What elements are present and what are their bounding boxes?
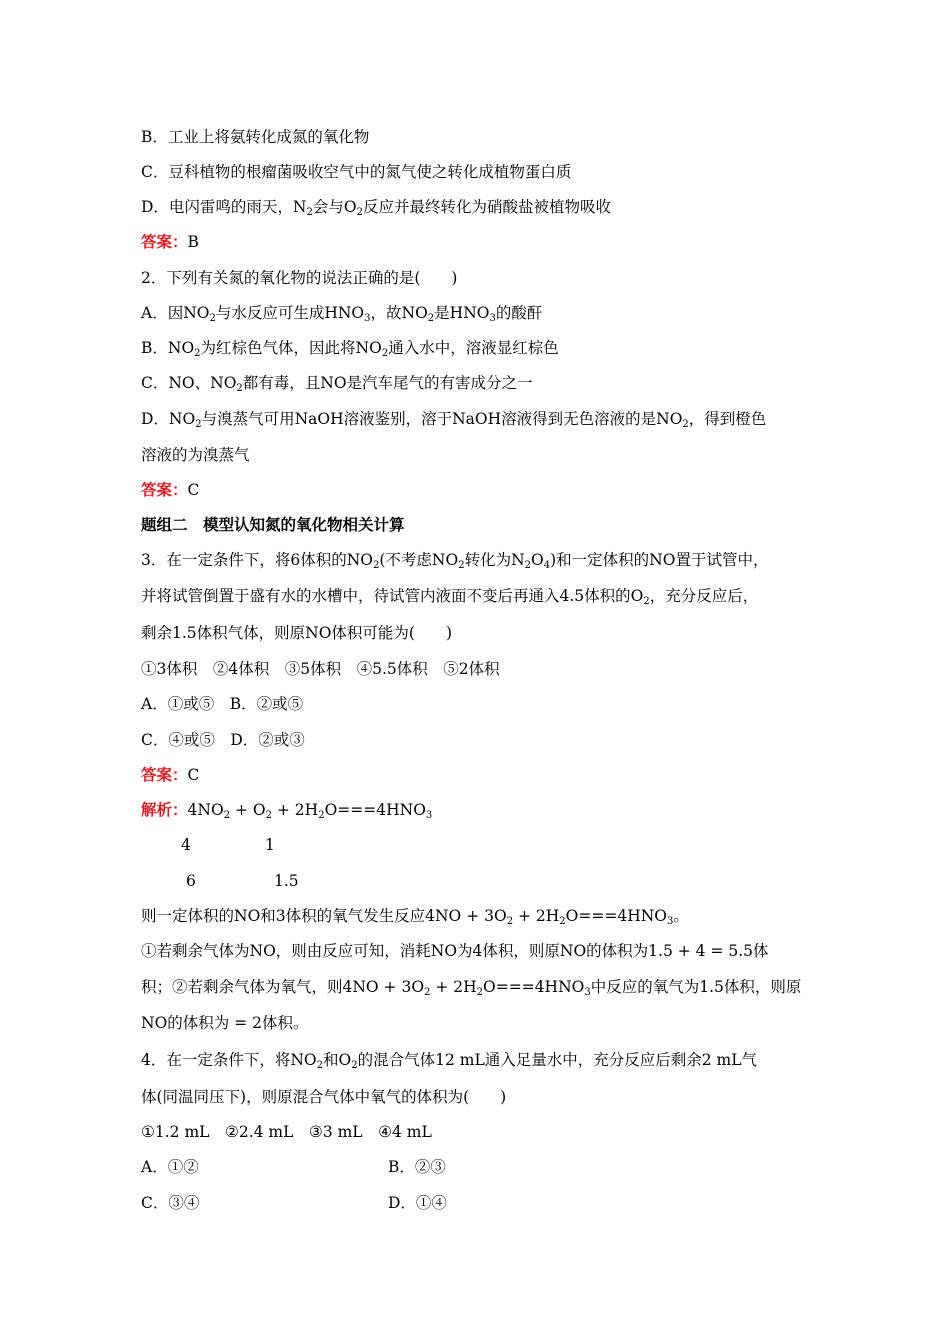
q2-option-b: B．$NO_2$为红棕色气体，因此将$NO_2$通入水中，溶液显红棕色	[141, 339, 559, 359]
q2-option-c: C．NO、$NO_2$都有毒，且NO是汽车尾气的有害成分之一	[141, 374, 533, 394]
q4-option-b: B．②③	[388, 1158, 446, 1176]
q3-stem-line2: 并将试管倒置于盛有水的水槽中，待试管内液面不变后再通入4.5体积的$O_2$，充分反应后，	[141, 587, 759, 607]
q3-explanation-line2: ①若剩余气体为NO，则由反应可知，消耗NO为4体积，则原NO的体积为1.5 + 4 = 5.5体	[141, 942, 769, 960]
answer-label: 答案：	[141, 232, 188, 251]
q4-option-d: D．①④	[388, 1194, 447, 1212]
ratio-value: 6	[186, 872, 196, 890]
q1-option-b: B．工业上将氨转化成氮的氧化物	[141, 128, 370, 146]
q3-explanation-line3: 积；②若剩余气体为氧气，则$4NO + 3O_2 + 2H_2O===4HNO_3$中反应的氧气为1.5体积，则原	[141, 978, 802, 998]
q4-choices: ①1.2 mL ②2.4 mL ③3 mL ④4 mL	[141, 1123, 432, 1141]
q3-options-cd: C．④或⑤ D．②或③	[141, 731, 305, 749]
q3-explanation-line4: NO的体积为 = 2体积。	[141, 1014, 309, 1032]
q2-stem: 2．下列有关氮的氧化物的说法正确的是( )	[141, 269, 458, 287]
q4-stem-line2: 体(同温同压下)，则原混合气体中氧气的体积为( )	[141, 1088, 507, 1106]
answer-label: 答案：	[141, 480, 188, 499]
q1-option-d: D．电闪雷鸣的雨天，$N_2$会与$O_2$反应并最终转化为硝酸盐被植物吸收	[141, 198, 611, 218]
ratio-value: 1	[265, 836, 275, 854]
q3-explanation-line1: 则一定体积的NO和3体积的氧气发生反应$4NO + 3O_2 + 2H_2O===4HNO_3$。	[141, 907, 689, 927]
q3-options-ab: A．①或⑤ B．②或⑤	[141, 695, 304, 713]
ratio-value: 1.5	[274, 872, 299, 890]
q4-option-c: C．③④	[141, 1194, 200, 1212]
q1-answer: 答案：B	[141, 232, 199, 251]
q3-stem-line1: 3．在一定条件下，将6体积的$NO_2$(不考虑$NO_2$转化为$N_2O_4$)和一定体积的NO置于试管中，	[141, 551, 769, 571]
q2-answer: 答案：C	[141, 480, 200, 499]
q3-choices: ①3体积 ②4体积 ③5体积 ④5.5体积 ⑤2体积	[141, 660, 500, 678]
q3-answer: 答案：C	[141, 765, 200, 784]
q4-stem-line1: 4．在一定条件下，将$NO_2$和$O_2$的混合气体12 mL通入足量水中，充分反应后剩余2 mL气	[141, 1051, 758, 1071]
analysis-label: 解析：	[141, 800, 188, 819]
answer-label: 答案：	[141, 765, 188, 784]
group2-title: 题组二 模型认知氮的氧化物相关计算	[141, 515, 405, 534]
q3-analysis-equation: 解析：$4NO_2 + O_2 + 2H_2O===4HNO_3$	[141, 800, 433, 821]
q1-option-c: C．豆科植物的根瘤菌吸收空气中的氮气使之转化成植物蛋白质	[141, 163, 572, 181]
q2-option-a: A．因$NO_2$与水反应可生成$HNO_3$，故$NO_2$是$HNO_3$的酸酐	[141, 304, 543, 324]
q3-stem-line3: 剩余1.5体积气体，则原NO体积可能为( )	[141, 624, 453, 642]
q4-option-a: A．①②	[141, 1158, 199, 1176]
ratio-value: 4	[181, 836, 191, 854]
q2-option-d-line1: D．$NO_2$与溴蒸气可用NaOH溶液鉴别，溶于NaOH溶液得到无色溶液的是$NO_2$，得到橙色	[141, 410, 767, 430]
q2-option-d-line2: 溶液的为溴蒸气	[141, 446, 250, 464]
